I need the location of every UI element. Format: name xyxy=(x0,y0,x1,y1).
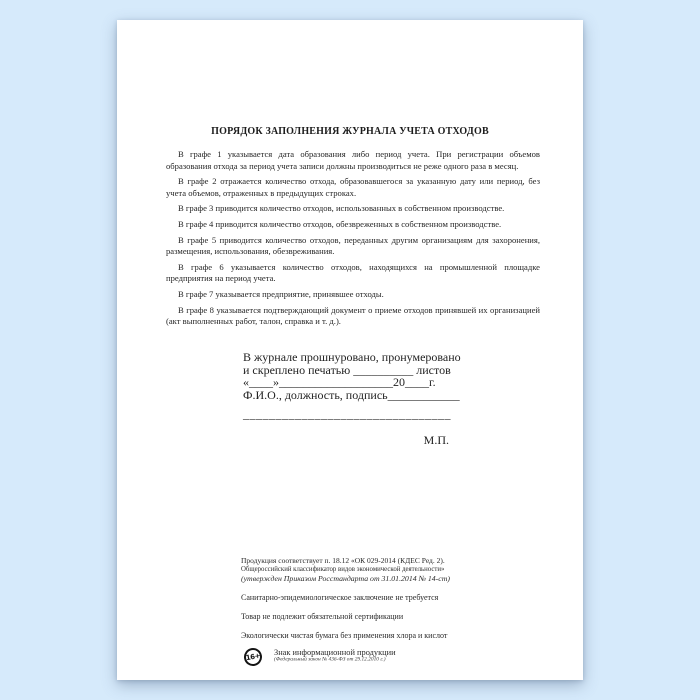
binding-record-line: Ф.И.О., должность, подпись____________ xyxy=(243,387,460,402)
binding-record-line: В журнале прошнуровано, пронумеровано xyxy=(243,350,461,364)
certification-note: Товар не подлежит обязательной сертификации xyxy=(241,611,404,621)
age-16-plus-icon: 16+ xyxy=(243,646,264,667)
paragraph-grafa-5: В графе 5 приводится количество отходов, переданных другим организациям для захоронения, размещения, использования, обезвреживания. xyxy=(166,234,540,257)
binding-record-block xyxy=(243,350,461,447)
okved-note-line3: (утвержден Приказом Росстандарта от 31.01.2014 № 14-ст) xyxy=(241,574,450,583)
ecology-note: Экологически чистая бумага без применения хлора и кислот xyxy=(241,630,448,640)
okved-note-line2: Общероссийский классификатор видов экономической деятельности» xyxy=(241,566,445,573)
info-sign-title: Знак информационной продукции xyxy=(274,648,396,658)
document-body xyxy=(166,149,540,332)
sanitary-note: Санитарно-эпидемиологическое заключение не требуется xyxy=(241,592,439,602)
info-sign-law: (Федеральный закон № 436-ФЗ от 29.12.2010 г.) xyxy=(274,657,386,663)
signature-underline: ________________________________ xyxy=(243,407,451,422)
info-sign-row xyxy=(241,648,571,666)
paragraph-grafa-8: В графе 8 указывается подтверждающий документ о приеме отходов принявшей их организацией (акт выполненных работ, талон, справка и т. д.). xyxy=(166,304,540,327)
footer-block xyxy=(241,556,571,666)
okved-note-line1: Продукция соответствует п. 18.12 «ОК 029-2014 (КДЕС Ред. 2). xyxy=(241,556,445,565)
document-page xyxy=(117,20,583,680)
paragraph-grafa-1: В графе 1 указывается дата образования либо период учета. При регистрации объемов образования отхода за период учета записи должны производиться не реже одного раза в месяц. xyxy=(166,149,540,171)
paragraph-grafa-7: В графе 7 указывается предприятие, принявшее отходы. xyxy=(178,288,384,299)
binding-record-line: «____»___________________20____г. xyxy=(243,375,436,390)
paragraph-grafa-3: В графе 3 приводится количество отходов, использованных в собственном производстве. xyxy=(178,203,505,214)
binding-record-line: и скреплено печатью __________ листов xyxy=(243,362,451,377)
paragraph-grafa-2: В графе 2 отражается количество отхода, образовавшегося за указанную дату или период, без учета объемов, отраженных в предыдущих строках. xyxy=(166,176,540,198)
info-sign-text xyxy=(274,648,398,665)
document-title: ПОРЯДОК ЗАПОЛНЕНИЯ ЖУРНАЛА УЧЕТА ОТХОДОВ xyxy=(211,126,489,137)
stamp-place-label: М.П. xyxy=(423,432,449,447)
paragraph-grafa-6: В графе 6 указывается количество отходов, находящихся на промышленной площадке предприятия на период учета. xyxy=(166,261,540,284)
paragraph-grafa-4: В графе 4 приводится количество отходов, обезвреженных в собственном производстве. xyxy=(178,218,502,229)
